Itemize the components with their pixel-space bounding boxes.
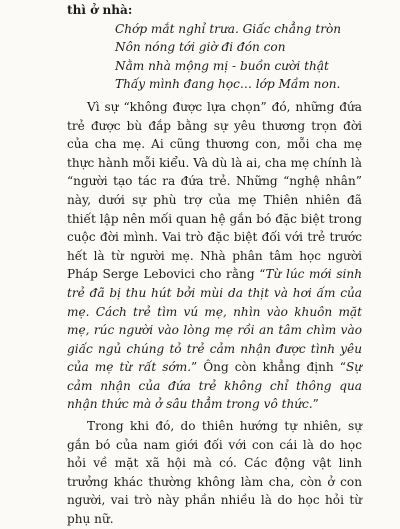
paragraph-1 (67, 98, 362, 414)
lebovici-quote: Từ lúc mới sinh trẻ đã bị thu hút bởi mùi da thịt và hơi ấm của mẹ. Cách trẻ tìm vú mẹ, nhìn vào khuôn mặt mẹ, rúc người vào lòng mẹ rồi an tâm chìm vào giấc ngủ chúng tỏ trẻ cảm nhận được tình yêu của mẹ từ rất sớm. (67, 267, 362, 375)
poem-line-2: Nôn nóng tới giờ đi đón con (115, 40, 286, 55)
poem-line-1: Chớp mắt nghỉ trưa. Giấc chẳng tròn (115, 21, 342, 36)
poem-stanza (67, 20, 362, 94)
paragraph-1-text-1: Vì sự “không được lựa chọn” đó, những đứa trẻ được bù đắp bằng sự yêu thương trọn đời của cha mẹ. Ai cũng thương con, mỗi cha mẹ thực hành mỗi kiểu. Và dù là ai, cha mẹ chính là “người tạo tác ra đứa trẻ. Những “nghệ nhân” này, dưới sự phù trợ của mẹ Thiên nhiên đã thiết lập nên mối quan hệ gắn bó đặc biệt trong cuộc đời mình. Vai trò đặc biệt đối với trẻ trước hết là từ người mẹ. Nhà phân tâm học người Pháp Serge Lebovici cho rằng “ (67, 99, 362, 282)
poem-line-3: Nằm nhà mộng mị - buồn cười thật (115, 58, 329, 73)
paragraph-1-text-3: ” (312, 397, 319, 412)
paragraph-2: Trong khi đó, do thiên hướng tự nhiên, sự gắn bó của nam giới đối với con cái là do học hỏi về mặt xã hội mà có. Các động vật linh trưởng khác thường không làm cha, còn ở con người, vai trò này phần nhiều là do học hỏi từ phụ nữ. (67, 419, 362, 527)
lead-line: thì ở nhà: (67, 3, 133, 17)
lebovici-quote-2: Sự cảm nhận của đứa trẻ không chỉ thông qua nhận thức mà ở sâu thẳm trong vô thức. (67, 360, 363, 412)
poem-line-4: Thấy mình đang học… lớp Mầm non. (115, 77, 341, 92)
paragraph-1-text-2: ” Ông còn khẳng định “ (191, 360, 346, 375)
